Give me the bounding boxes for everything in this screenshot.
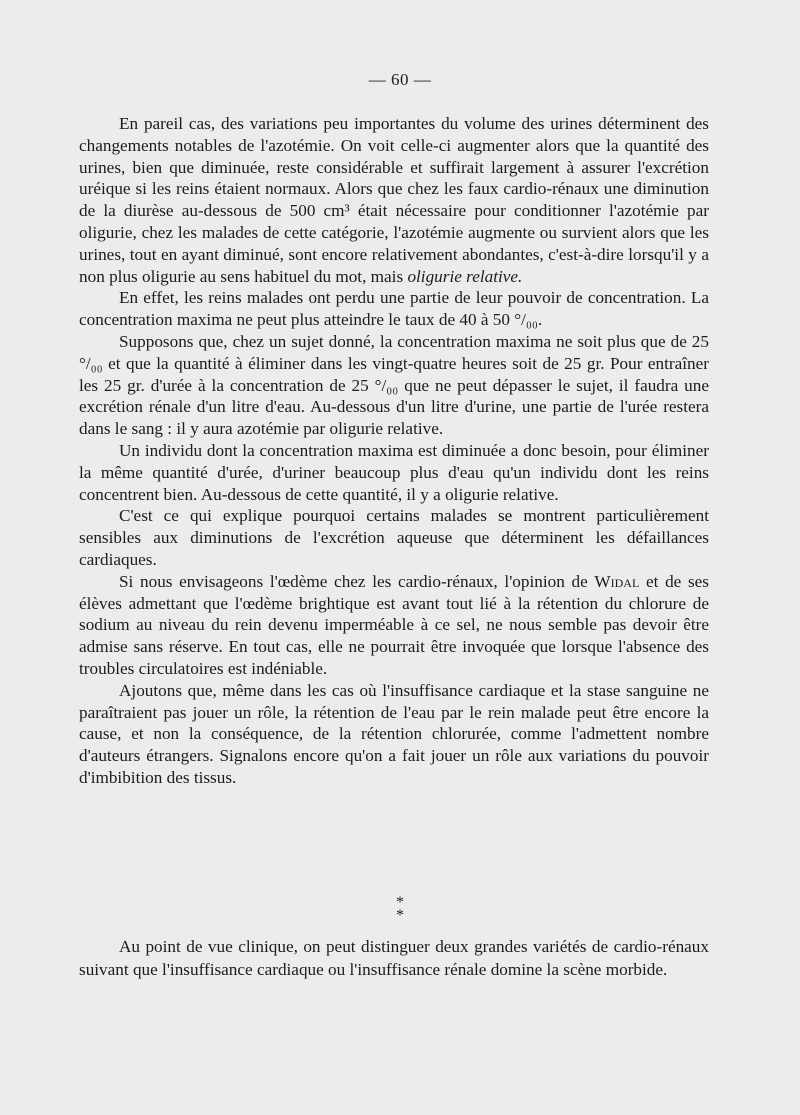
- paragraph-final: Au point de vue clinique, on peut distinguer deux grandes variétés de cardio-rénaux suivant que l'insuffisance cardiaque ou l'insuffisance rénale domine la scène morbide.: [79, 937, 709, 979]
- paragraph-3: Supposons que, chez un sujet donné, la concentration maxima ne soit plus que de 25 °/₀₀ et que la quantité à éliminer dans les vingt-quatre heures soit de 25 gr. Pour entraîner les 25 gr. d'urée à la concentration de 25 °/₀₀ que ne peut dépasser le sujet, il faudra une excrétion rénale d'un litre d'eau. Au-dessous d'un litre d'urine, une partie de l'urée restera dans le sang : il y aura azotémie par oligurie relative.: [79, 331, 709, 439]
- body-text: [79, 113, 709, 789]
- paragraph-7: Ajoutons que, même dans les cas où l'insuffisance cardiaque et la stase sanguine ne paraîtraient pas jouer un rôle, la rétention de l'eau par le rein malade peut être encore la cause, et non la conséquence, de la rétention chlorurée, comme l'admettent nombre d'auteurs étrangers. Signalons encore qu'on a fait jouer un rôle aux variations du pouvoir d'imbibition des tissus.: [79, 680, 709, 787]
- emphasis-oligurie-relative: oligurie relative.: [407, 266, 523, 286]
- paragraph-1: [79, 113, 709, 287]
- paragraph-2: En effet, les reins malades ont perdu une partie de leur pouvoir de concentration. La concentration maxima ne peut plus atteindre le taux de 40 à 50 °/₀₀.: [79, 288, 709, 330]
- page-number: — 60 —: [368, 70, 432, 89]
- paragraph-6: [79, 571, 709, 680]
- section-separator-asterisks: * *: [396, 894, 404, 924]
- paragraph-6-rest: et de ses élèves admettant que l'œdème brightique est avant tout lié à la rétention du chlorure de sodium au niveau du rein devenu imperméable à ce sel, ne nous semble pas devoir être admise sans réserve. En tout cas, elle ne pourrait être invoquée que lorsque l'absence des troubles circulatoires est indéniable.: [79, 571, 709, 678]
- final-text: [79, 935, 709, 981]
- paragraph-4: Un individu dont la concentration maxima est diminuée a donc besoin, pour éliminer la même quantité d'urée, d'uriner beaucoup plus d'eau qu'un individu dont les reins concentrent bien. Au-dessous de cette quantité, il y a oligurie relative.: [79, 440, 709, 504]
- paragraph-6-text: Si nous envisageons l'œdème chez les cardio-rénaux, l'opinion de: [119, 571, 588, 591]
- author-name-widal: Widal: [594, 571, 640, 591]
- paragraph-5: C'est ce qui explique pourquoi certains malades se montrent particulièrement sensibles aux diminutions de l'excrétion aqueuse que déterminent les défaillances cardiaques.: [79, 506, 709, 569]
- paragraph-1-text: En pareil cas, des variations peu importantes du volume des urines déterminent des changements notables de l'azotémie. On voit celle-ci augmenter alors que la quantité des urines, bien que diminuée, reste considérable et suffirait largement à assurer l'excrétion uréique si les reins étaient normaux. Alors que chez les faux cardio-rénaux une diminution de la diurèse au-dessous de 500 cm³ était nécessaire pour conditionner l'azotémie par oligurie, chez les malades de cette catégorie, l'azotémie augmente ou survient alors que les urines, tout en ayant diminué, sont encore relativement abondantes, c'est-à-dire lorsqu'il y a non plus oligurie au sens habituel du mot, mais: [79, 114, 709, 286]
